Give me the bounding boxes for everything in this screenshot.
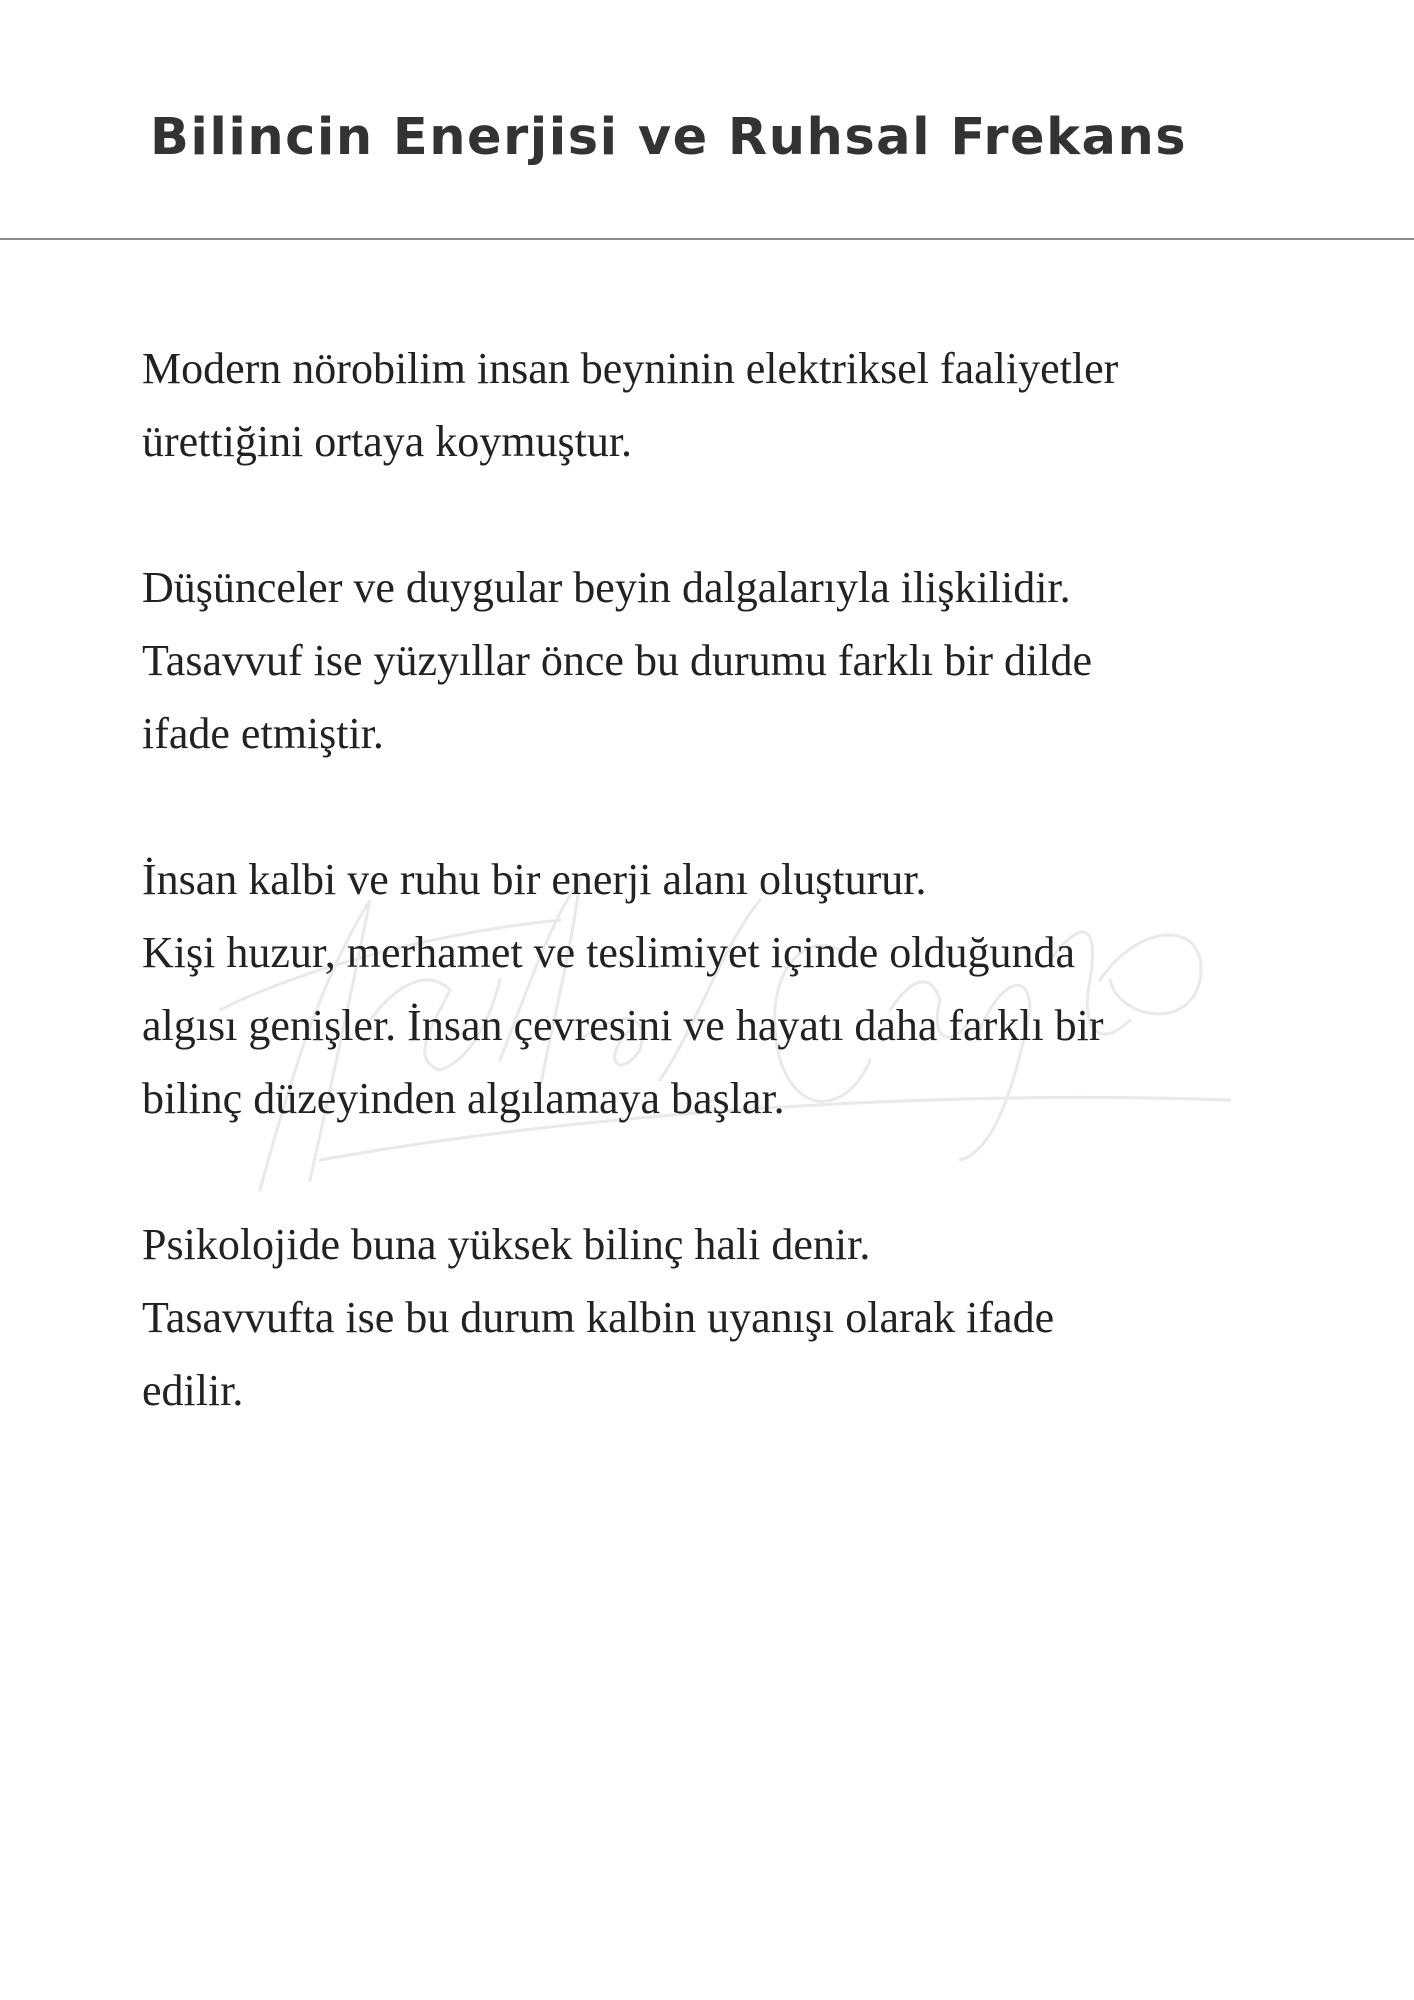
text-line: Tasavvufta ise bu durum kalbin uyanışı olarak ifade <box>142 1293 1055 1342</box>
text-line: edilir. <box>142 1366 244 1415</box>
page-title: Bilincin Enerjisi ve Ruhsal Frekans <box>150 108 1188 167</box>
body-text <box>142 332 1272 1500</box>
text-line: bilinç düzeyinden algılamaya başlar. <box>142 1074 785 1123</box>
text-line: Kişi huzur, merhamet ve teslimiyet içinde olduğunda <box>142 928 1076 977</box>
paragraph-4 <box>142 1208 1272 1427</box>
text-line: algısı genişler. İnsan çevresini ve hayatı daha farklı bir <box>142 1001 1104 1050</box>
paragraph-2 <box>142 551 1272 770</box>
text-line: Düşünceler ve duygular beyin dalgalarıyla ilişkilidir. <box>142 563 1071 612</box>
paragraph-1 <box>142 332 1272 478</box>
text-line: ürettiğini ortaya koymuştur. <box>142 417 633 466</box>
text-line: Psikolojide buna yüksek bilinç hali denir. <box>142 1220 871 1269</box>
paragraph-3 <box>142 843 1272 1135</box>
text-line: İnsan kalbi ve ruhu bir enerji alanı oluşturur. <box>142 855 927 904</box>
text-line: ifade etmiştir. <box>142 709 384 758</box>
text-line: Tasavvuf ise yüzyıllar önce bu durumu farklı bir dilde <box>142 636 1092 685</box>
page-header <box>0 0 1414 240</box>
text-line: Modern nörobilim insan beyninin elektriksel faaliyetler <box>142 344 1119 393</box>
